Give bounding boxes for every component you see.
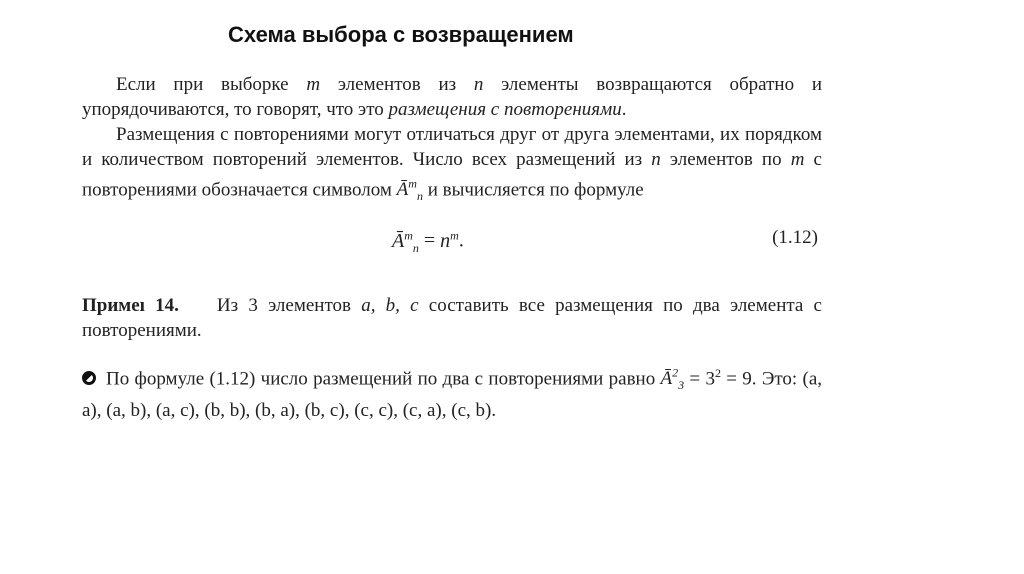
solution-block bbox=[82, 361, 822, 423]
text: составить все размещения по два элемента с повторениями. bbox=[82, 295, 822, 342]
symbol-a-bar: $Ā^m_n$ bbox=[396, 177, 423, 204]
slide-title: Схема выбора с возвращением bbox=[228, 22, 574, 47]
text: элементов из bbox=[320, 74, 474, 95]
text: Если при выборке bbox=[116, 74, 307, 95]
var-n: n bbox=[651, 149, 661, 170]
pairs-list: (a, a), (a, b), (a, c), (b, b), (b, a), (b, c), (c, c), (c, a), (c, b). bbox=[82, 368, 823, 422]
equation-number: (1.12) bbox=[772, 227, 818, 249]
text: = 3 bbox=[684, 368, 715, 390]
text: Размещения с повторениями могут отличаться друг от друга элементами, их порядком и количеством повторений элементов. Число всех размещений из bbox=[82, 124, 822, 170]
text: элементы возвращаются обратно и упорядочиваются, то говорят, что это bbox=[82, 74, 822, 120]
text: = 9. Это: bbox=[720, 368, 803, 390]
text: элементов по bbox=[660, 149, 791, 170]
paragraph-definition bbox=[82, 72, 822, 122]
text: Из 3 элементов bbox=[216, 295, 362, 317]
symbol-a-bar: $Ā^2_3$ bbox=[660, 366, 685, 393]
exponent: 2 bbox=[714, 366, 721, 381]
example-block bbox=[82, 293, 822, 343]
var-m: m bbox=[306, 74, 321, 95]
term-italic: размещения с повторениями bbox=[388, 99, 622, 120]
paragraph-notation bbox=[82, 122, 822, 209]
formula-expression: $Ā^m_n = n^m$. bbox=[392, 228, 464, 255]
text: . bbox=[621, 99, 627, 120]
half-filled-circle-icon bbox=[82, 371, 96, 385]
example-vars: a, b, c bbox=[361, 295, 419, 317]
text: с повторениями обозначается символом bbox=[82, 149, 822, 201]
textbook-scan bbox=[82, 72, 822, 423]
formula-block bbox=[82, 217, 822, 257]
var-m: m bbox=[790, 149, 805, 170]
text: По формуле (1.12) число размещений по два с повторениями равно bbox=[106, 368, 661, 390]
example-label: Примеı 14. bbox=[82, 295, 179, 317]
var-n: n bbox=[473, 74, 484, 95]
text: и вычисляется по формуле bbox=[422, 179, 644, 201]
